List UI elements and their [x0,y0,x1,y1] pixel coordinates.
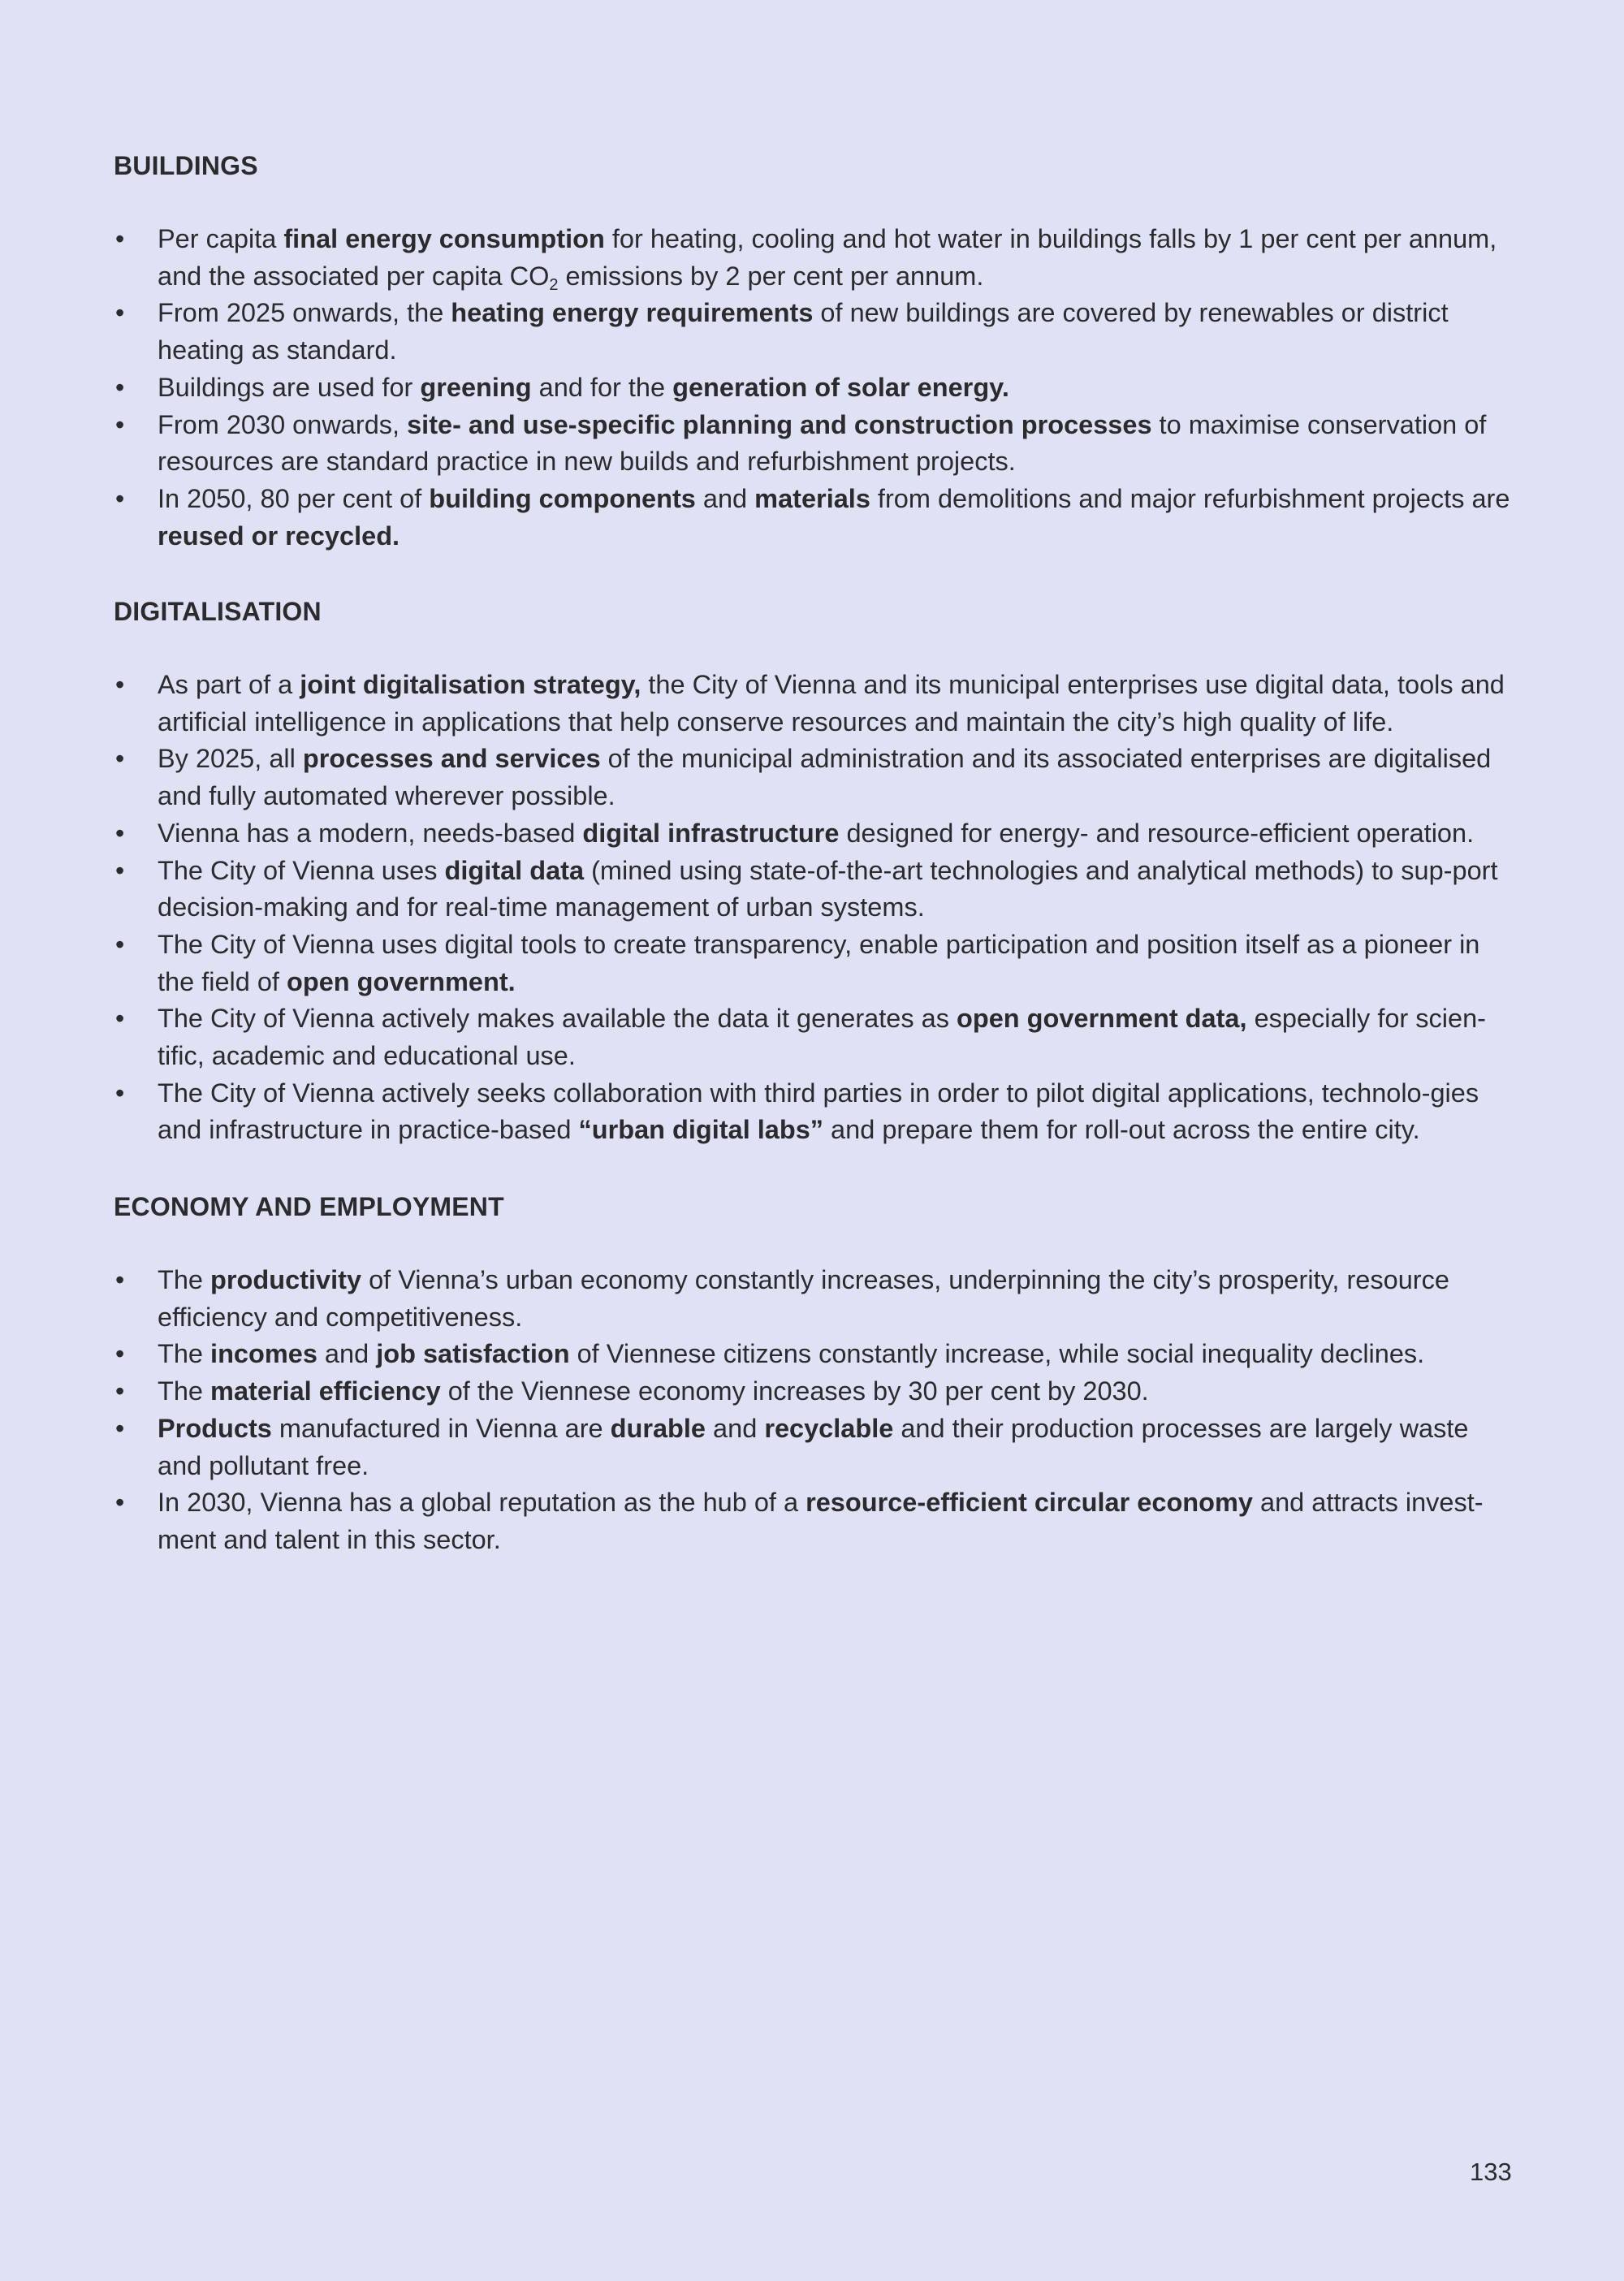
bold-text: open government. [287,966,516,996]
list-item [114,1411,1510,1484]
body-text: from demolitions and major refurbishment projects are [870,483,1510,513]
body-text: and for the [531,372,673,402]
body-text: From 2025 onwards, the [158,298,451,328]
body-text: In 2030, Vienna has a global reputation as the hub of a [158,1488,806,1518]
body-text: Buildings are used for [158,372,421,402]
bullet-icon: • [115,409,125,439]
body-text: (mined using state-of-the-art technologies and analytical methods) to sup-port decision-making and for real-time management of urban systems. [158,855,1498,922]
body-text: the City of Vienna and its municipal enterprises use digital data, tools and artificial intelligence in applications that help conserve resources and maintain the city’s high quality of life. [158,670,1505,737]
bold-text: Products [158,1413,272,1443]
body-text: The City of Vienna actively seeks collaboration with third parties in order to pilot digital applications, technolo-gies and infrastructure in practice-based [158,1078,1479,1145]
body-text: for heating, cooling and hot water in buildings falls by 1 per cent per annum, and the associated per capita CO [158,224,1497,291]
body-text: The City of Vienna uses digital tools to create transparency, enable participation and position itself as a pioneer in the field of [158,929,1480,996]
body-text: In 2050, 80 per cent of [158,483,430,513]
list-item [114,815,1510,853]
body-text: to maximise conservation of resources are standard practice in new builds and refurbishment projects. [158,409,1487,477]
list-item [114,1000,1510,1074]
bullet-icon: • [115,224,125,253]
body-text: of the Viennese economy increases by 30 per cent by 2030. [440,1376,1149,1406]
list-item [114,295,1510,369]
body-text: and [706,1413,765,1443]
bullet-icon: • [115,1004,125,1034]
body-text: The [158,1265,211,1294]
body-text: and attracts invest-ment and talent in this sector. [158,1488,1484,1554]
bullet-icon: • [115,298,125,328]
body-text: especially for scien-tific, academic and educational use. [158,1004,1486,1071]
page-number: 133 [1470,2158,1512,2186]
bullet-icon: • [115,670,125,699]
bullet-list [114,221,1510,555]
bullet-icon: • [115,855,125,885]
bold-text: final energy consumption [283,224,605,253]
body-text: manufactured in Vienna are [271,1413,611,1443]
list-item [114,667,1510,741]
body-text: The [158,1339,211,1369]
body-text: and [317,1339,377,1369]
bold-text: reused or recycled. [158,521,400,551]
body-text: The [158,1376,211,1406]
body-text: and prepare them for roll-out across the entire city. [823,1115,1420,1145]
bullet-icon: • [115,1488,125,1518]
body-text: emissions by 2 per cent per annum. [558,261,984,291]
list-item [114,741,1510,814]
body-text: of Vienna’s urban economy constantly increases, underpinning the city’s prosperity, resource efficiency and competitiveness. [158,1265,1449,1332]
bullet-icon: • [115,1078,125,1108]
body-text: Vienna has a modern, needs-based [158,818,583,848]
body-text: By 2025, all [158,744,303,774]
body-text: The City of Vienna uses [158,855,445,885]
list-item [114,1373,1510,1411]
body-text: The City of Vienna actively makes available the data it generates as [158,1004,957,1034]
bullet-icon: • [115,372,125,402]
list-item [114,1262,1510,1336]
bullet-icon: • [115,1265,125,1294]
bold-text: heating energy requirements [451,298,814,328]
bullet-icon: • [115,1339,125,1369]
section-heading: DIGITALISATION [114,597,322,626]
section-economy-and-employment [114,1190,1510,1554]
list-item [114,1484,1510,1558]
bold-text: job satisfaction [376,1339,570,1369]
list-item [114,221,1510,295]
body-text: and their production processes are largely waste and pollutant free. [158,1413,1469,1480]
list-item [114,407,1510,481]
bold-text: digital infrastructure [582,818,840,848]
body-text: and [695,483,755,513]
bold-text: processes and services [302,744,601,774]
bullet-list [114,1262,1510,1559]
bold-text: generation of solar energy. [672,372,1009,402]
body-text: As part of a [158,670,300,699]
bold-text: material efficiency [210,1376,441,1406]
body-text: Per capita [158,224,284,253]
bold-text: resource-efficient circular economy [806,1488,1253,1518]
body-text: of new buildings are covered by renewables or district heating as standard. [158,298,1449,365]
list-item [114,853,1510,927]
bold-text: materials [754,483,870,513]
bold-text: incomes [210,1339,317,1369]
bullet-icon: • [115,483,125,513]
body-text: of the municipal administration and its associated enterprises are digitalised and fully automated wherever possible. [158,744,1492,811]
list-item [114,927,1510,1000]
bullet-icon: • [115,818,125,848]
list-item [114,369,1510,407]
bold-text: open government data, [956,1004,1247,1034]
bold-text: “urban digital labs” [578,1115,824,1145]
list-item [114,481,1510,555]
bold-text: digital data [444,855,585,885]
bullet-list [114,667,1510,1149]
bullet-icon: • [115,1413,125,1443]
section-buildings [114,149,1510,551]
list-item [114,1075,1510,1149]
body-text: designed for energy- and resource-efficient operation. [839,818,1475,848]
bullet-icon: • [115,1376,125,1406]
bold-text: productivity [210,1265,362,1294]
section-heading: ECONOMY AND EMPLOYMENT [114,1192,504,1221]
bold-text: durable [610,1413,706,1443]
bold-text: joint digitalisation strategy, [300,670,641,699]
bullet-icon: • [115,929,125,959]
bullet-icon: • [115,744,125,774]
body-text: of Viennese citizens constantly increase, while social inequality declines. [569,1339,1425,1369]
bold-text: recyclable [764,1413,894,1443]
list-item [114,1336,1510,1373]
body-text: From 2030 onwards, [158,409,408,439]
bold-text: building components [429,483,696,513]
section-heading: BUILDINGS [114,151,258,180]
bold-text: greening [420,372,532,402]
bold-text: site- and use-specific planning and construction processes [407,409,1152,439]
subscript-text: 2 [549,275,559,294]
section-digitalisation [114,595,1510,1145]
